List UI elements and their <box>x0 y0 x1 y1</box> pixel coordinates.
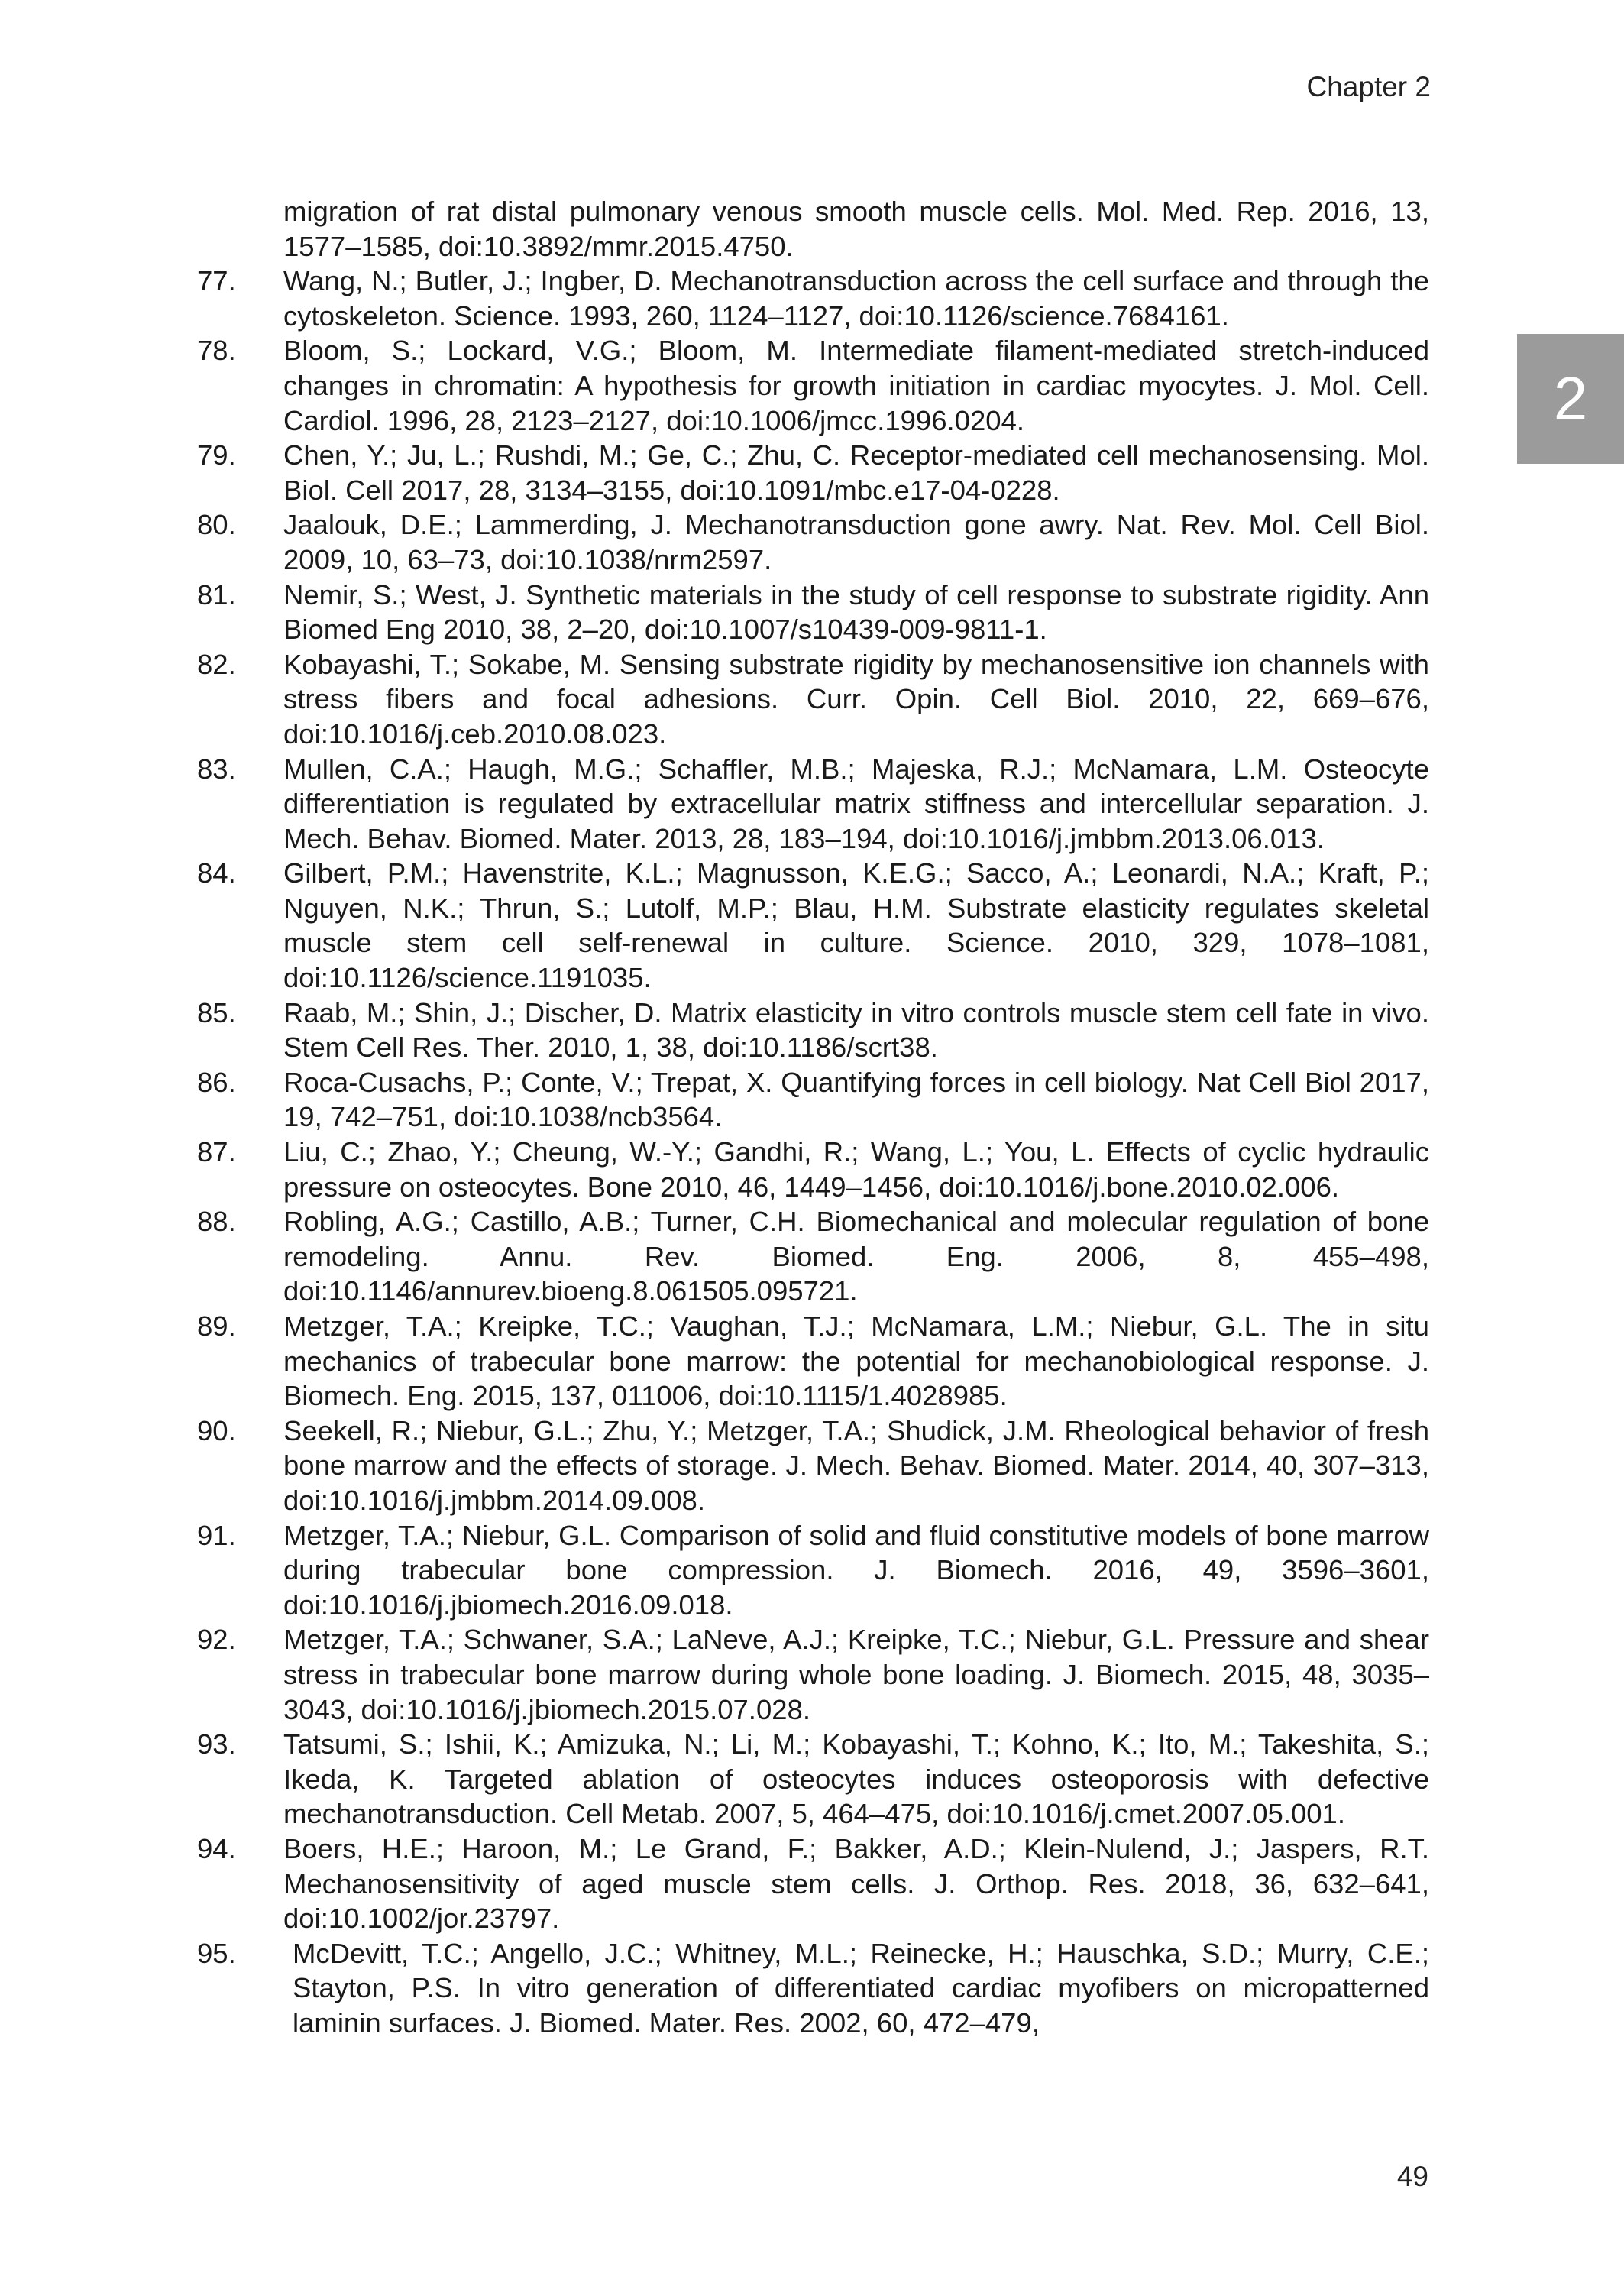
reference-list <box>197 194 1429 2040</box>
reference-number: 89. <box>197 1310 236 1342</box>
reference-item <box>197 1727 1429 1831</box>
reference-item <box>197 647 1429 752</box>
reference-text: Seekell, R.; Niebur, G.L.; Zhu, Y.; Metzger, T.A.; Shudick, J.M. Rheological behavior of fresh bone marrow and the effects of storage. J. Mech. Behav. Biomed. Mater. 2014, 40, 307–313, doi:10.1016/j.jmbbm.2014.09.008. <box>283 1414 1429 1516</box>
reference-number: 82. <box>197 648 236 680</box>
reference-text: Bloom, S.; Lockard, V.G.; Bloom, M. Intermediate filament-mediated stretch-induced changes in chromatin: A hypothesis for growth initiation in cardiac myocytes. J. Mol. Cell. Cardiol. 1996, 28, 2123–2127, doi:10.1006/jmcc.1996.0204. <box>283 335 1429 436</box>
reference-item <box>197 438 1429 507</box>
reference-item <box>197 1831 1429 1936</box>
reference-text: McDevitt, T.C.; Angello, J.C.; Whitney, M.L.; Reinecke, H.; Hauschka, S.D.; Murry, C.E.; Stayton, P.S. In vitro generation of differentiated cardiac myofibers on micropatterned laminin surfaces. J. Biomed. Mater. Res. 2002, 60, 472–479, <box>293 1937 1429 2039</box>
reference-text: Wang, N.; Butler, J.; Ingber, D. Mechanotransduction across the cell surface and through the cytoskeleton. Science. 1993, 260, 1124–1127, doi:10.1126/science.7684161. <box>283 265 1429 332</box>
chapter-tab: 2 <box>1517 334 1624 464</box>
reference-text: Robling, A.G.; Castillo, A.B.; Turner, C.H. Biomechanical and molecular regulation of bone remodeling. Annu. Rev. Biomed. Eng. 2006, 8, 455–498, doi:10.1146/annurev.bioeng.8.061505.095721. <box>283 1206 1429 1307</box>
reference-item <box>197 996 1429 1065</box>
reference-text: Tatsumi, S.; Ishii, K.; Amizuka, N.; Li, M.; Kobayashi, T.; Kohno, K.; Ito, M.; Takeshita, S.; Ikeda, K. Targeted ablation of osteocytes induces osteoporosis with defective mechanotransduction. Cell Metab. 2007, 5, 464–475, doi:10.1016/j.cmet.2007.05.001. <box>283 1728 1429 1830</box>
reference-number: 85. <box>197 996 236 1028</box>
reference-text: Liu, C.; Zhao, Y.; Cheung, W.-Y.; Gandhi, R.; Wang, L.; You, L. Effects of cyclic hydraulic pressure on osteocytes. Bone 2010, 46, 1449–1456, doi:10.1016/j.bone.2010.02.006. <box>283 1136 1429 1203</box>
reference-item <box>197 333 1429 438</box>
reference-text: Nemir, S.; West, J. Synthetic materials in the study of cell response to substrate rigidity. Ann Biomed Eng 2010, 38, 2–20, doi:10.1007/s10439-009-9811-1. <box>283 578 1429 646</box>
running-header: Chapter 2 <box>1306 71 1431 102</box>
reference-text: Jaalouk, D.E.; Lammerding, J. Mechanotransduction gone awry. Nat. Rev. Mol. Cell Biol. 2009, 10, 63–73, doi:10.1038/nrm2597. <box>283 509 1429 575</box>
reference-item <box>197 752 1429 857</box>
reference-item <box>197 507 1429 577</box>
reference-item <box>197 1936 1429 2041</box>
reference-item <box>197 856 1429 995</box>
reference-item <box>197 1135 1429 1204</box>
reference-text: Gilbert, P.M.; Havenstrite, K.L.; Magnusson, K.E.G.; Sacco, A.; Leonardi, N.A.; Kraft, P.; Nguyen, N.K.; Thrun, S.; Lutolf, M.P.; Blau, H.M. Substrate elasticity regulates skeletal muscle stem cell self-renewal in culture. Science. 2010, 329, 1078–1081, doi:10.1126/science.1191035. <box>283 857 1429 994</box>
reference-item <box>197 1518 1429 1623</box>
reference-text: Kobayashi, T.; Sokabe, M. Sensing substrate rigidity by mechanosensitive ion channels with stress fibers and focal adhesions. Curr. Opin. Cell Biol. 2010, 22, 669–676, doi:10.1016/j.ceb.2010.08.023. <box>283 648 1429 750</box>
reference-item <box>197 1204 1429 1309</box>
reference-number: 94. <box>197 1832 236 1864</box>
reference-number: 93. <box>197 1728 236 1760</box>
reference-number: 78. <box>197 335 236 367</box>
reference-number: 91. <box>197 1519 236 1551</box>
reference-number: 95. <box>197 1937 236 1969</box>
reference-number: 81. <box>197 578 236 610</box>
reference-text: Mullen, C.A.; Haugh, M.G.; Schaffler, M.B.; Majeska, R.J.; McNamara, L.M. Osteocyte differentiation is regulated by extracellular matrix stiffness and intercellular separation. J. Mech. Behav. Biomed. Mater. 2013, 28, 183–194, doi:10.1016/j.jmbbm.2013.06.013. <box>283 753 1429 854</box>
reference-number: 77. <box>197 265 236 297</box>
reference-item <box>197 264 1429 333</box>
reference-number: 79. <box>197 439 236 471</box>
reference-number: 83. <box>197 753 236 785</box>
reference-number: 90. <box>197 1414 236 1446</box>
reference-text: Metzger, T.A.; Schwaner, S.A.; LaNeve, A.J.; Kreipke, T.C.; Niebur, G.L. Pressure and shear stress in trabecular bone marrow during whole bone loading. J. Biomech. 2015, 48, 3035–3043, doi:10.1016/j.jbiomech.2015.07.028. <box>283 1624 1429 1725</box>
reference-text: Boers, H.E.; Haroon, M.; Le Grand, F.; Bakker, A.D.; Klein-Nulend, J.; Jaspers, R.T. Mechanosensitivity of aged muscle stem cells. J. Orthop. Res. 2018, 36, 632–641, doi:10.1002/jor.23797. <box>283 1832 1429 1935</box>
reference-text: Roca-Cusachs, P.; Conte, V.; Trepat, X. Quantifying forces in cell biology. Nat Cell Biol 2017, 19, 742–751, doi:10.1038/ncb3564. <box>283 1066 1429 1133</box>
reference-text: Metzger, T.A.; Niebur, G.L. Comparison of solid and fluid constitutive models of bone marrow during trabecular bone compression. J. Biomech. 2016, 49, 3596–3601, doi:10.1016/j.jbiomech.2016.09.018. <box>283 1519 1429 1621</box>
reference-text: migration of rat distal pulmonary venous smooth muscle cells. Mol. Med. Rep. 2016, 13, 1577–1585, doi:10.3892/mmr.2015.4750. <box>283 196 1429 262</box>
reference-item <box>197 1309 1429 1414</box>
reference-text: Metzger, T.A.; Kreipke, T.C.; Vaughan, T.J.; McNamara, L.M.; Niebur, G.L. The in situ mechanics of trabecular bone marrow: the potential for mechanobiological response. J. Biomech. Eng. 2015, 137, 011006, doi:10.1115/1.4028985. <box>283 1310 1429 1412</box>
reference-text: Raab, M.; Shin, J.; Discher, D. Matrix elasticity in vitro controls muscle stem cell fate in vivo. Stem Cell Res. Ther. 2010, 1, 38, doi:10.1186/scrt38. <box>283 996 1429 1064</box>
reference-item <box>197 1414 1429 1518</box>
page-number: 49 <box>1396 2161 1428 2192</box>
reference-number: 86. <box>197 1066 236 1098</box>
reference-number: 84. <box>197 857 236 889</box>
reference-item <box>197 578 1429 647</box>
reference-text: Chen, Y.; Ju, L.; Rushdi, M.; Ge, C.; Zhu, C. Receptor-mediated cell mechanosensing. Mol. Biol. Cell 2017, 28, 3134–3155, doi:10.1091/mbc.e17-04-0228. <box>283 439 1429 506</box>
reference-item <box>197 1065 1429 1135</box>
reference-number: 92. <box>197 1624 236 1656</box>
reference-number: 87. <box>197 1136 236 1168</box>
reference-item <box>197 1622 1429 1727</box>
reference-number: 88. <box>197 1206 236 1238</box>
reference-number: 80. <box>197 509 236 541</box>
reference-continuation <box>197 194 1429 264</box>
